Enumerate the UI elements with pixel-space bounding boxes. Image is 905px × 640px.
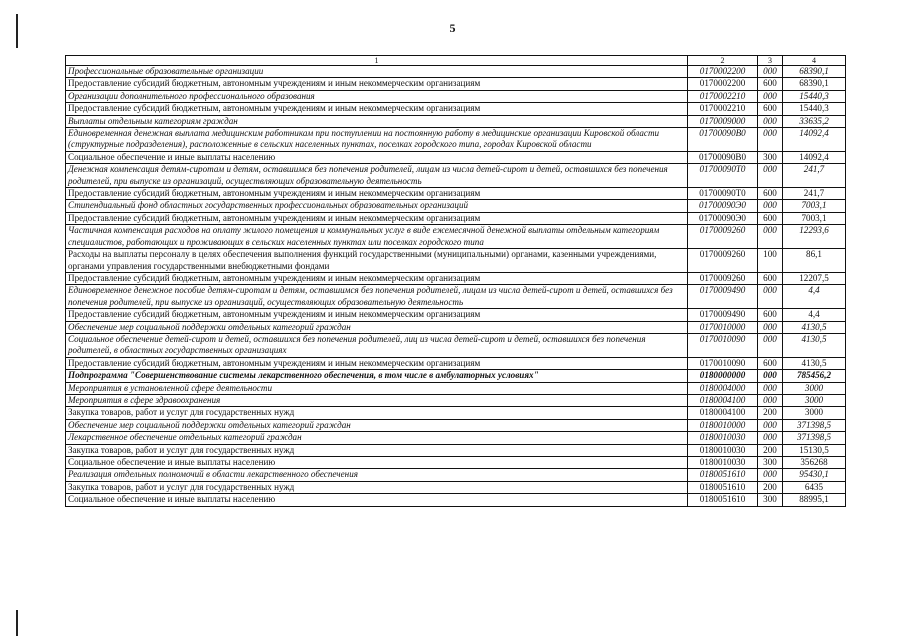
row-code-cell: 0180010030 (688, 457, 758, 469)
row-code-cell: 0170002200 (688, 78, 758, 90)
row-code-cell: 0180000000 (688, 370, 758, 382)
row-amount-cell: 7003,1 (783, 200, 846, 212)
row-amount-cell: 33635,2 (783, 115, 846, 127)
budget-table-body (66, 56, 846, 507)
table-row (66, 309, 846, 321)
row-type-cell: 600 (758, 357, 783, 369)
row-type-cell: 600 (758, 188, 783, 200)
row-type-cell: 000 (758, 115, 783, 127)
row-amount-cell: 3000 (783, 382, 846, 394)
row-type-cell: 000 (758, 432, 783, 444)
table-row (66, 444, 846, 456)
row-code-cell: 0170002210 (688, 103, 758, 115)
row-code-cell: 0170009490 (688, 309, 758, 321)
row-amount-cell: 68390,1 (783, 66, 846, 78)
table-row (66, 481, 846, 493)
table-row (66, 432, 846, 444)
row-amount-cell: 7003,1 (783, 212, 846, 224)
row-amount-cell: 12207,5 (783, 272, 846, 284)
row-name-cell: Предоставление субсидий бюджетным, автономным учреждениям и иным некоммерческим организациям (66, 212, 688, 224)
row-code-cell: 0180051610 (688, 481, 758, 493)
row-code-cell: 0170009260 (688, 225, 758, 249)
row-type-cell: 600 (758, 103, 783, 115)
row-type-cell: 200 (758, 444, 783, 456)
table-row (66, 115, 846, 127)
table-row (66, 419, 846, 431)
page-number: 5 (449, 21, 456, 35)
table-row (66, 128, 846, 152)
row-amount-cell: 12293,6 (783, 225, 846, 249)
row-type-cell: 000 (758, 285, 783, 309)
row-type-cell: 300 (758, 494, 783, 506)
row-type-cell: 300 (758, 457, 783, 469)
row-name-cell: Закупка товаров, работ и услуг для государственных нужд (66, 444, 688, 456)
row-code-cell: 01700090Т0 (688, 188, 758, 200)
row-amount-cell: 88995,1 (783, 494, 846, 506)
row-name-cell: Обеспечение мер социальной поддержки отдельных категорий граждан (66, 321, 688, 333)
row-code-cell: 0170010090 (688, 357, 758, 369)
row-name-cell: Закупка товаров, работ и услуг для государственных нужд (66, 407, 688, 419)
row-name-cell: Социальное обеспечение и иные выплаты населению (66, 457, 688, 469)
row-code-cell: 0180004100 (688, 394, 758, 406)
row-name-cell: Социальное обеспечение и иные выплаты населению (66, 494, 688, 506)
table-row (66, 321, 846, 333)
row-name-cell: Закупка товаров, работ и услуг для государственных нужд (66, 481, 688, 493)
row-type-cell: 000 (758, 200, 783, 212)
table-row (66, 103, 846, 115)
row-amount-cell: 3000 (783, 407, 846, 419)
row-type-cell: 000 (758, 164, 783, 188)
row-name-cell: Предоставление субсидий бюджетным, автономным учреждениям и иным некоммерческим организациям (66, 357, 688, 369)
row-name-cell: Реализация отдельных полномочий в области лекарственного обеспечения (66, 469, 688, 481)
table-row (66, 407, 846, 419)
row-name-cell: Частичная компенсация расходов на оплату жилого помещения и коммунальных услуг в виде ежемесячной денежной выплаты отдельным категориям специалистов, работающих и проживающих в сельских населенных пунктах или поселках городского типа (66, 225, 688, 249)
row-code-cell: 0180004000 (688, 382, 758, 394)
row-type-cell: 000 (758, 419, 783, 431)
row-type-cell: 100 (758, 249, 783, 273)
row-amount-cell: 371398,5 (783, 419, 846, 431)
row-type-cell: 600 (758, 309, 783, 321)
row-code-cell: 01700090Э0 (688, 212, 758, 224)
row-name-cell: Денежная компенсация детям-сиротам и детям, оставшимся без попечения родителей, лицам из числа детей-сирот и детей, оставшихся без попечения родителей, при выпуске из организаций, осуществляющих образовательную деятельность (66, 164, 688, 188)
table-row (66, 370, 846, 382)
table-row (66, 151, 846, 163)
table-row (66, 333, 846, 357)
row-name-cell: Единовременное денежное пособие детям-сиротам и детям, оставшимся без попечения родителей, лицам из числа детей-сирот и детей, оставшихся без попечения родителей, при выпуске из организаций, осуществляющих образовательную деятельность (66, 285, 688, 309)
row-name-cell: Социальное обеспечение детей-сирот и детей, оставшихся без попечения родителей, лиц из числа детей-сирот и детей, оставшихся без попечения родителей, в областных государственных организациях (66, 333, 688, 357)
row-name-cell: Подпрограмма "Совершенствование системы лекарственного обеспечения, в том числе в амбулаторных условиях" (66, 370, 688, 382)
row-type-cell: 000 (758, 66, 783, 78)
row-code-cell: 01700090В0 (688, 128, 758, 152)
row-amount-cell: 14092,4 (783, 151, 846, 163)
row-amount-cell: 4130,5 (783, 357, 846, 369)
row-name-cell: Выплаты отдельным категориям граждан (66, 115, 688, 127)
row-amount-cell: 241,7 (783, 188, 846, 200)
table-row (66, 469, 846, 481)
table-row (66, 90, 846, 102)
row-type-cell: 200 (758, 481, 783, 493)
row-code-cell: 01700090Э0 (688, 200, 758, 212)
row-name-cell: Мероприятия в сфере здравоохранения (66, 394, 688, 406)
row-name-cell: Профессиональные образовательные организации (66, 66, 688, 78)
row-amount-cell: 86,1 (783, 249, 846, 273)
row-type-cell: 000 (758, 225, 783, 249)
table-row (66, 457, 846, 469)
row-name-cell: Социальное обеспечение и иные выплаты населению (66, 151, 688, 163)
row-type-cell: 600 (758, 78, 783, 90)
row-code-cell: 0180051610 (688, 494, 758, 506)
row-name-cell: Предоставление субсидий бюджетным, автономным учреждениям и иным некоммерческим организациям (66, 78, 688, 90)
row-name-cell: Предоставление субсидий бюджетным, автономным учреждениям и иным некоммерческим организациям (66, 103, 688, 115)
row-code-cell: 01700090Т0 (688, 164, 758, 188)
row-amount-cell: 356268 (783, 457, 846, 469)
table-row (66, 212, 846, 224)
row-amount-cell: 785456,2 (783, 370, 846, 382)
table-row (66, 494, 846, 506)
row-type-cell: 000 (758, 321, 783, 333)
row-code-cell: 0170010000 (688, 321, 758, 333)
table-row (66, 394, 846, 406)
row-code-cell: 0180004100 (688, 407, 758, 419)
row-code-cell: 0170002200 (688, 66, 758, 78)
row-name-cell: Мероприятия в установленной сфере деятельности (66, 382, 688, 394)
row-code-cell: 0180010000 (688, 419, 758, 431)
row-amount-cell: 4130,5 (783, 333, 846, 357)
row-name-cell: Обеспечение мер социальной поддержки отдельных категорий граждан (66, 419, 688, 431)
row-code-cell: 0170009490 (688, 285, 758, 309)
table-row (66, 249, 846, 273)
row-name-cell: Предоставление субсидий бюджетным, автономным учреждениям и иным некоммерческим организациям (66, 309, 688, 321)
row-type-cell: 000 (758, 370, 783, 382)
column-header-amount: 4 (783, 56, 846, 66)
row-type-cell: 600 (758, 212, 783, 224)
row-amount-cell: 15130,5 (783, 444, 846, 456)
row-amount-cell: 371398,5 (783, 432, 846, 444)
row-name-cell: Организации дополнительного профессионального образования (66, 90, 688, 102)
column-header-type: 3 (758, 56, 783, 66)
row-name-cell: Расходы на выплаты персоналу в целях обеспечения выполнения функций государственными (муниципальными) органами, казенными учреждениями, органами управления государственными внебюджетными фондами (66, 249, 688, 273)
row-amount-cell: 14092,4 (783, 128, 846, 152)
table-row (66, 357, 846, 369)
row-code-cell: 0170009000 (688, 115, 758, 127)
table-row (66, 225, 846, 249)
row-amount-cell: 4,4 (783, 285, 846, 309)
row-type-cell: 000 (758, 90, 783, 102)
scan-edge-mark (16, 610, 18, 636)
row-amount-cell: 95430,1 (783, 469, 846, 481)
row-amount-cell: 4,4 (783, 309, 846, 321)
row-name-cell: Лекарственное обеспечение отдельных категорий граждан (66, 432, 688, 444)
row-code-cell: 0180051610 (688, 469, 758, 481)
table-row (66, 188, 846, 200)
row-code-cell: 0170002210 (688, 90, 758, 102)
row-code-cell: 0170009260 (688, 249, 758, 273)
row-name-cell: Стипендиальный фонд областных государственных профессиональных образовательных организаций (66, 200, 688, 212)
table-row (66, 66, 846, 78)
row-amount-cell: 4130,5 (783, 321, 846, 333)
row-type-cell: 600 (758, 272, 783, 284)
row-type-cell: 200 (758, 407, 783, 419)
row-amount-cell: 68390,1 (783, 78, 846, 90)
row-amount-cell: 15440,3 (783, 90, 846, 102)
row-type-cell: 000 (758, 469, 783, 481)
row-type-cell: 300 (758, 151, 783, 163)
row-name-cell: Единовременная денежная выплата медицинским работникам при поступлении на постоянную работу в медицинские организации Кировской области (структурные подразделения), расположенные в сельских населенных пунктах, поселках городского типа, городах Кировской области (66, 128, 688, 152)
row-amount-cell: 241,7 (783, 164, 846, 188)
row-type-cell: 000 (758, 128, 783, 152)
row-amount-cell: 3000 (783, 394, 846, 406)
table-row (66, 382, 846, 394)
budget-table (65, 55, 846, 507)
row-amount-cell: 6435 (783, 481, 846, 493)
row-code-cell: 01700090В0 (688, 151, 758, 163)
table-row (66, 272, 846, 284)
row-code-cell: 0170010090 (688, 333, 758, 357)
row-code-cell: 0180010030 (688, 432, 758, 444)
row-name-cell: Предоставление субсидий бюджетным, автономным учреждениям и иным некоммерческим организациям (66, 272, 688, 284)
table-row (66, 285, 846, 309)
column-header-name: 1 (66, 56, 688, 66)
table-header-row (66, 56, 846, 66)
row-name-cell: Предоставление субсидий бюджетным, автономным учреждениям и иным некоммерческим организациям (66, 188, 688, 200)
table-row (66, 78, 846, 90)
row-code-cell: 0180010030 (688, 444, 758, 456)
row-type-cell: 000 (758, 394, 783, 406)
row-amount-cell: 15440,3 (783, 103, 846, 115)
row-code-cell: 0170009260 (688, 272, 758, 284)
row-type-cell: 000 (758, 382, 783, 394)
row-type-cell: 000 (758, 333, 783, 357)
table-row (66, 200, 846, 212)
table-row (66, 164, 846, 188)
column-header-code: 2 (688, 56, 758, 66)
